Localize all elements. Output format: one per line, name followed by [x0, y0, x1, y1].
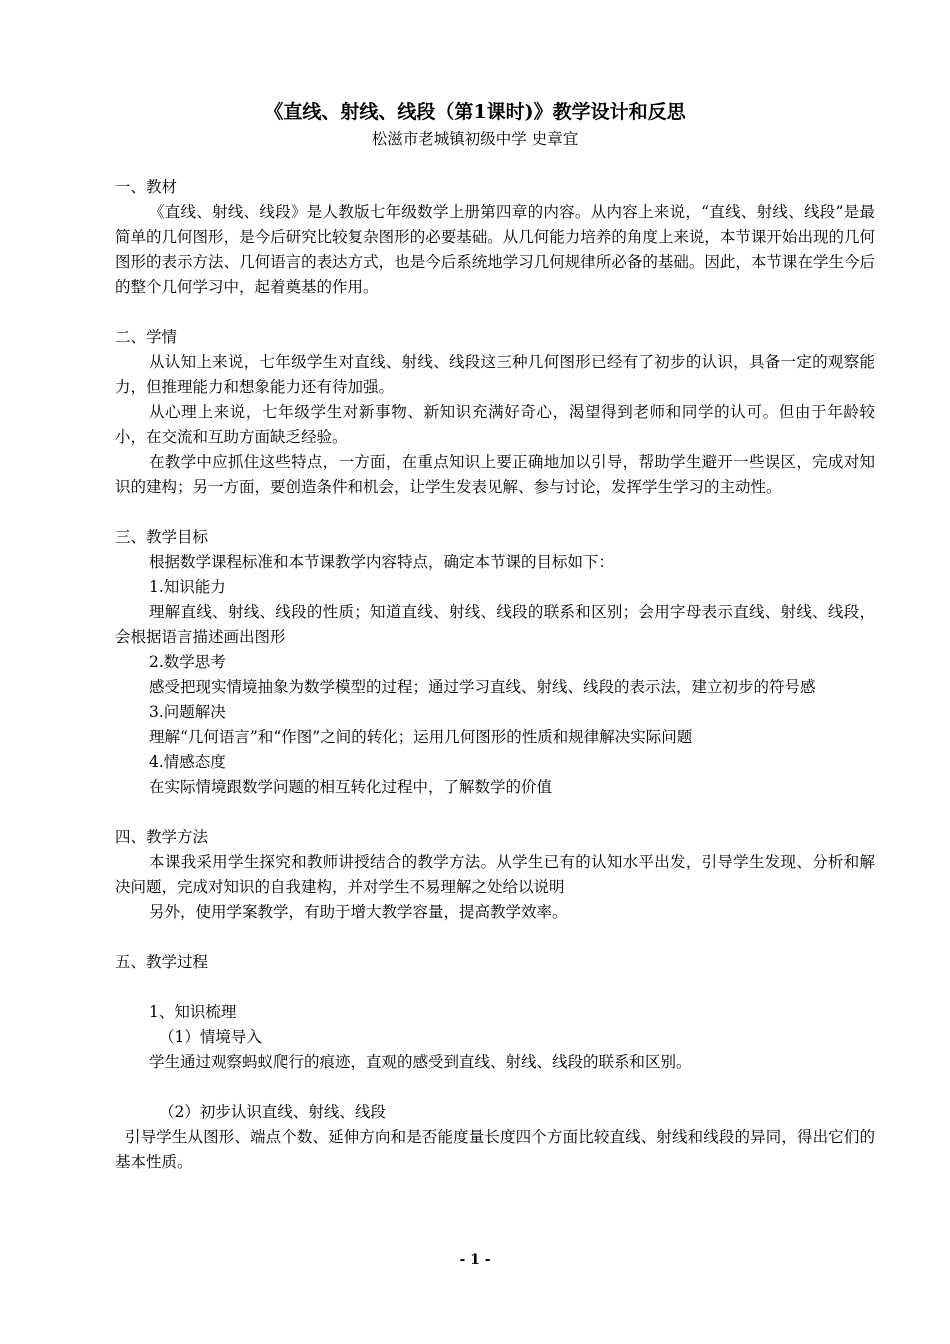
- paragraph-methods-main: 本课我采用学生探究和教师讲授结合的教学方法。从学生已有的认知水平出发，引导学生发现、分析和解决问题，完成对知识的自我建构，并对学生不易理解之处给以说明: [115, 853, 875, 896]
- paragraph-students-strategy: 在教学中应抓住这些特点，一方面，在重点知识上要正确地加以引导，帮助学生避开一些误区，完成对知识的建构；另一方面，要创造条件和机会，让学生发表见解、参与讨论，发挥学生学习的主动性。: [115, 453, 875, 496]
- author-line: 松滋市老城镇初级中学 史章宜: [371, 130, 579, 148]
- objective-text-knowledge: 理解直线、射线、线段的性质；知道直线、射线、线段的联系和区别；会用字母表示直线、射线、线段，会根据语言描述画出图形: [115, 603, 875, 646]
- objective-label-thinking: 2.数学思考: [149, 653, 226, 671]
- section-heading-methods: 四、教学方法: [115, 828, 209, 846]
- objective-text-thinking: 感受把现实情境抽象为数学模型的过程；通过学习直线、射线、线段的表示法，建立初步的符号感: [149, 678, 816, 696]
- objective-text-problem-solving: 理解“几何语言”和“作图”之间的转化；运用几何图形的性质和规律解决实际问题: [149, 728, 693, 746]
- page-number: - 1 -: [459, 1252, 491, 1268]
- objective-label-knowledge: 1.知识能力: [149, 578, 226, 596]
- subsection-knowledge-review: 1、知识梳理: [149, 1003, 237, 1021]
- item-label-initial-recognition: （2）初步认识直线、射线、线段: [159, 1103, 386, 1121]
- section-heading-materials: 一、教材: [115, 178, 178, 196]
- item-text-initial-recognition: 引导学生从图形、端点个数、延伸方向和是否能度量长度四个方面比较直线、射线和线段的异同，得出它们的基本性质。: [115, 1128, 875, 1171]
- item-label-situation-intro: （1）情境导入: [159, 1028, 262, 1046]
- paragraph-methods-extra: 另外，使用学案教学，有助于增大教学容量，提高教学效率。: [149, 903, 568, 921]
- section-heading-students: 二、学情: [115, 328, 178, 346]
- paragraph-materials: 《直线、射线、线段》是人教版七年级数学上册第四章的内容。从内容上来说，“直线、射线、线段”是最简单的几何图形，是今后研究比较复杂图形的必要基础。从几何能力培养的角度上来说，本节课开始出现的几何图形的表示方法、几何语言的表达方式，也是今后系统地学习几何规律所必备的基础。因此，本节课在学生今后的整个几何学习中，起着奠基的作用。: [115, 203, 875, 296]
- document-body: [115, 175, 875, 1175]
- item-text-situation-intro: 学生通过观察蚂蚁爬行的痕迹，直观的感受到直线、射线、线段的联系和区别。: [149, 1053, 692, 1071]
- section-heading-process: 五、教学过程: [115, 953, 209, 971]
- objective-label-problem-solving: 3.问题解决: [149, 703, 226, 721]
- objective-text-attitude: 在实际情境跟数学问题的相互转化过程中，了解数学的价值: [149, 778, 553, 796]
- section-heading-objectives: 三、教学目标: [115, 528, 209, 546]
- paragraph-students-psychological: 从心理上来说，七年级学生对新事物、新知识充满好奇心，渴望得到老师和同学的认可。但由于年龄较小，在交流和互助方面缺乏经验。: [115, 403, 875, 446]
- objective-label-attitude: 4.情感态度: [149, 753, 226, 771]
- document-title: 《直线、射线、线段（第1课时)》教学设计和反思: [264, 101, 686, 123]
- paragraph-students-cognitive: 从认知上来说，七年级学生对直线、射线、线段这三种几何图形已经有了初步的认识，具备一定的观察能力，但推理能力和想象能力还有待加强。: [115, 353, 875, 396]
- paragraph-objectives-intro: 根据数学课程标准和本节课教学内容特点，确定本节课的目标如下：: [149, 553, 615, 571]
